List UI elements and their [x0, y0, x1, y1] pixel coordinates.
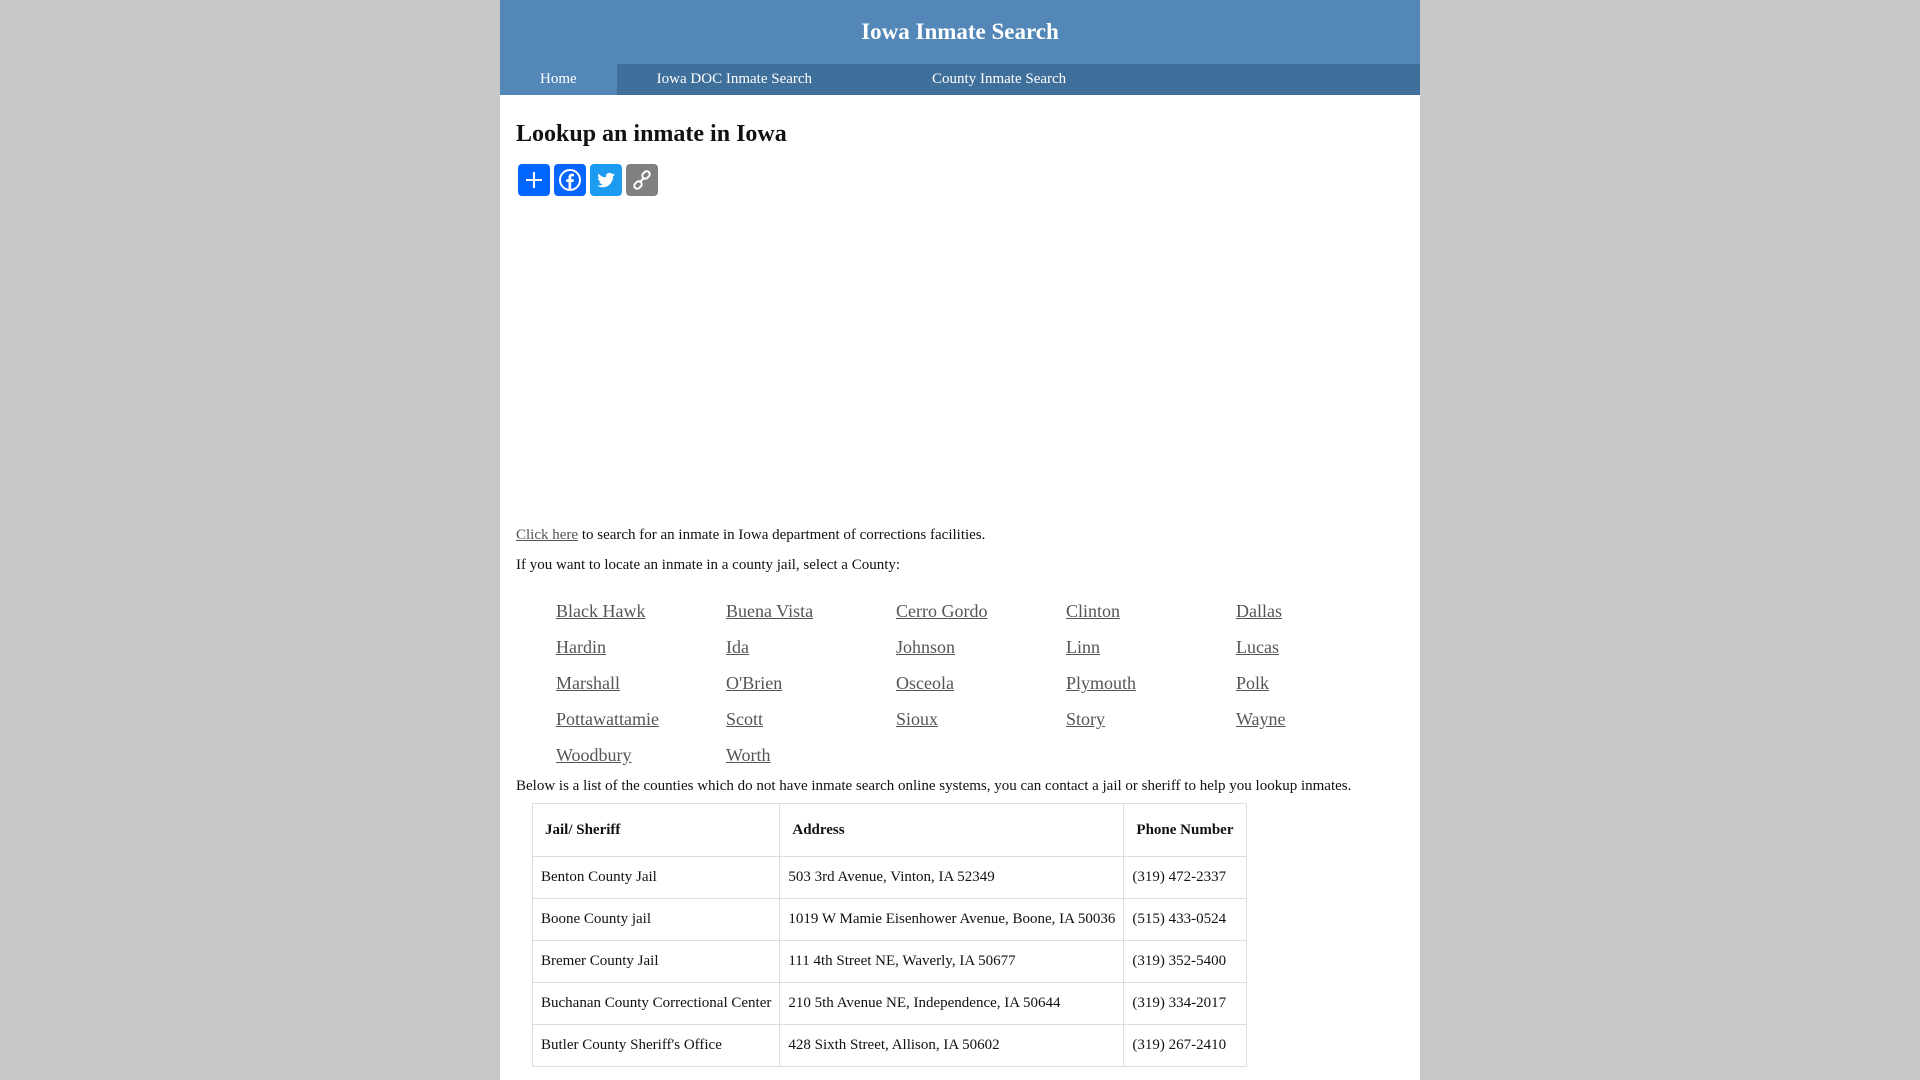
address-cell: 428 Sixth Street, Allison, IA 50602 — [780, 1025, 1124, 1067]
doc-search-text: to search for an inmate in Iowa department of corrections facilities. — [578, 527, 986, 543]
click-here-link[interactable]: Click here — [516, 527, 579, 543]
table-row — [533, 1025, 1247, 1067]
phone-cell: (319) 334-2017 — [1124, 983, 1246, 1025]
nav-item-county-inmate-search[interactable]: County Inmate Search — [932, 71, 1067, 87]
share-plus-icon[interactable] — [518, 164, 550, 196]
twitter-icon[interactable] — [590, 164, 622, 196]
county-link-lucas[interactable]: Lucas — [1236, 637, 1279, 657]
county-link-black-hawk[interactable]: Black Hawk — [556, 601, 646, 621]
phone-cell: (319) 472-2337 — [1124, 857, 1246, 899]
jail-contact-table — [532, 803, 1247, 1067]
main-content — [500, 121, 1420, 1067]
column-header-phone: Phone Number — [1124, 804, 1246, 857]
county-link-clinton[interactable]: Clinton — [1066, 601, 1121, 621]
address-cell: 111 4th Street NE, Waverly, IA 50677 — [780, 941, 1124, 983]
county-link-dallas[interactable]: Dallas — [1236, 601, 1282, 621]
share-buttons — [518, 164, 1404, 196]
no-online-note: Below is a list of the counties which do not have inmate search online systems, you can contact a jail or sheriff to help you lookup inmates. — [516, 778, 1352, 794]
county-link-obrien[interactable]: O'Brien — [726, 673, 783, 693]
county-link-johnson[interactable]: Johnson — [896, 637, 956, 657]
nav-item-iowa-doc-inmate-search[interactable]: Iowa DOC Inmate Search — [656, 71, 813, 87]
facebook-icon[interactable] — [554, 164, 586, 196]
jail-name-cell: Boone County jail — [533, 899, 780, 941]
county-link-woodbury[interactable]: Woodbury — [556, 745, 632, 765]
county-link-buena-vista[interactable]: Buena Vista — [726, 601, 814, 621]
nav-item-home[interactable]: Home — [500, 64, 617, 95]
phone-cell: (319) 352-5400 — [1124, 941, 1246, 983]
county-link-story[interactable]: Story — [1066, 709, 1106, 729]
address-cell: 1019 W Mamie Eisenhower Avenue, Boone, IA 50036 — [780, 899, 1124, 941]
county-link-hardin[interactable]: Hardin — [556, 637, 606, 657]
county-link-worth[interactable]: Worth — [726, 745, 771, 765]
site-title: Iowa Inmate Search — [861, 19, 1059, 44]
table-row — [533, 899, 1247, 941]
jail-name-cell: Bremer County Jail — [533, 941, 780, 983]
county-link-ida[interactable]: Ida — [726, 637, 749, 657]
column-header-address: Address — [780, 804, 1124, 857]
nav-bar — [500, 64, 1420, 95]
county-link-polk[interactable]: Polk — [1236, 673, 1270, 693]
table-row — [533, 941, 1247, 983]
county-link-plymouth[interactable]: Plymouth — [1066, 673, 1137, 693]
jail-name-cell: Benton County Jail — [533, 857, 780, 899]
phone-cell: (319) 267-2410 — [1124, 1025, 1246, 1067]
doc-search-paragraph — [516, 526, 1404, 545]
jail-name-cell: Buchanan County Correctional Center — [533, 983, 780, 1025]
address-cell: 210 5th Avenue NE, Independence, IA 50644 — [780, 983, 1124, 1025]
county-link-linn[interactable]: Linn — [1066, 637, 1100, 657]
address-cell: 503 3rd Avenue, Vinton, IA 52349 — [780, 857, 1124, 899]
county-link-cerro-gordo[interactable]: Cerro Gordo — [896, 601, 988, 621]
page — [500, 0, 1420, 1080]
county-link-sioux[interactable]: Sioux — [896, 709, 939, 729]
page-title: Lookup an inmate in Iowa — [516, 121, 787, 147]
table-row — [533, 857, 1247, 899]
site-header — [500, 0, 1420, 64]
table-header-row — [533, 804, 1247, 857]
county-prompt: If you want to locate an inmate in a county jail, select a County: — [516, 557, 901, 573]
phone-cell: (515) 433-0524 — [1124, 899, 1246, 941]
county-link-scott[interactable]: Scott — [726, 709, 764, 729]
jail-name-cell: Butler County Sheriff's Office — [533, 1025, 780, 1067]
column-header-jail-sheriff: Jail/ Sheriff — [533, 804, 780, 857]
county-link-wayne[interactable]: Wayne — [1236, 709, 1286, 729]
county-link-pottawattamie[interactable]: Pottawattamie — [556, 709, 659, 729]
copy-link-icon[interactable] — [626, 164, 658, 196]
table-row — [533, 983, 1247, 1025]
county-link-marshall[interactable]: Marshall — [556, 673, 620, 693]
county-link-osceola[interactable]: Osceola — [896, 673, 954, 693]
ad-space — [516, 196, 1404, 526]
county-list — [556, 593, 1404, 773]
